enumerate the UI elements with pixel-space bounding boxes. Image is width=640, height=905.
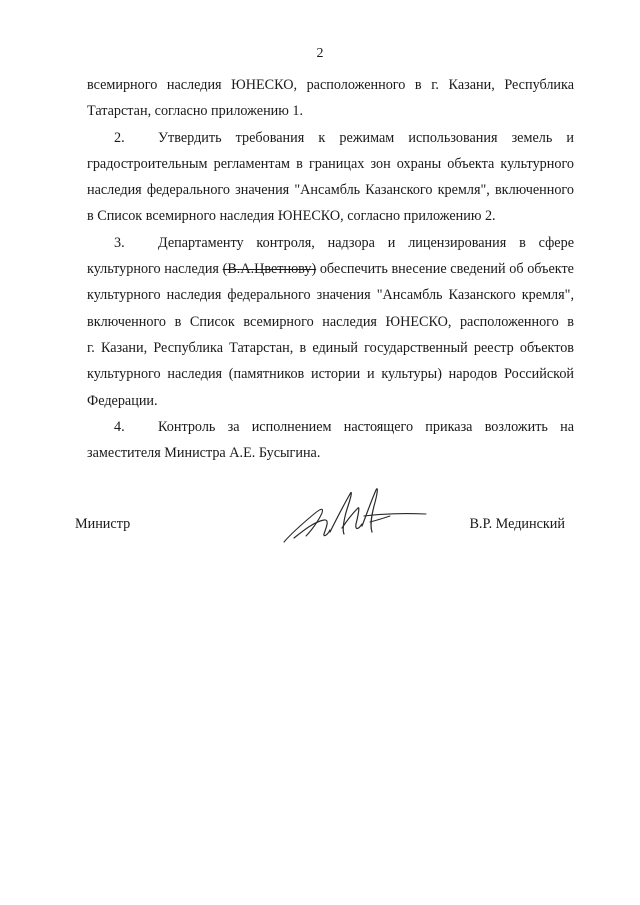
paragraph-3-line-1 [87,230,574,256]
paragraph-2-number: 2. [114,129,125,146]
paragraph-2-line-4: в Список всемирного наследия ЮНЕСКО, согласно приложению 2. [87,208,496,225]
page-number: 2 [316,46,324,61]
paragraph-3-number: 3. [114,234,125,251]
paragraph-3-line-3: культурного наследия федерального значения "Ансамбль Казанского кремля", [87,287,574,304]
paragraph-4-line-1-text: Контроль за исполнением настоящего приказа возложить на [158,418,574,435]
paragraph-3-line-2-pre: культурного наследия [87,261,223,278]
paragraph-2-line-1-text: Утвердить требования к режимам использования земель и [158,129,574,146]
paragraph-3-line-5: г. Казани, Республика Татарстан, в единый государственный реестр объектов [87,339,574,356]
paragraph-3-line-2-post: обеспечить внесение сведений об объекте [316,261,574,278]
struck-out-name: (В.А.Цветнову) [222,261,317,278]
handwritten-signature [280,480,430,550]
paragraph-3-line-1-text: Департаменту контроля, надзора и лицензирования в сфере [158,234,574,251]
paragraph-3-line-7: Федерации. [87,392,158,409]
paragraph-4-line-2: заместителя Министра А.Е. Бусыгина. [87,445,321,462]
paragraph-4-number: 4. [114,418,125,435]
signer-position: Министр [75,516,131,532]
paragraph-3-line-6: культурного наследия (памятников истории и культуры) народов Российской [87,366,574,383]
paragraph-1-line-1: всемирного наследия ЮНЕСКО, расположенного в г. Казани, Республика [87,77,574,93]
paragraph-2-line-1 [87,125,574,151]
paragraph-2-line-3: наследия федерального значения "Ансамбль Казанского кремля", включенного [87,182,574,199]
paragraph-1-line-2: Татарстан, согласно приложению 1. [87,103,304,120]
paragraph-4-line-1 [87,414,574,440]
paragraph-3-line-4: включенного в Список всемирного наследия ЮНЕСКО, расположенного в [87,313,574,330]
signer-name: В.Р. Мединский [469,516,565,532]
paragraph-3-line-2 [87,256,574,282]
document-body [87,72,574,466]
paragraph-2-line-2: градостроительным регламентам в границах зон охраны объекта культурного [87,155,574,172]
